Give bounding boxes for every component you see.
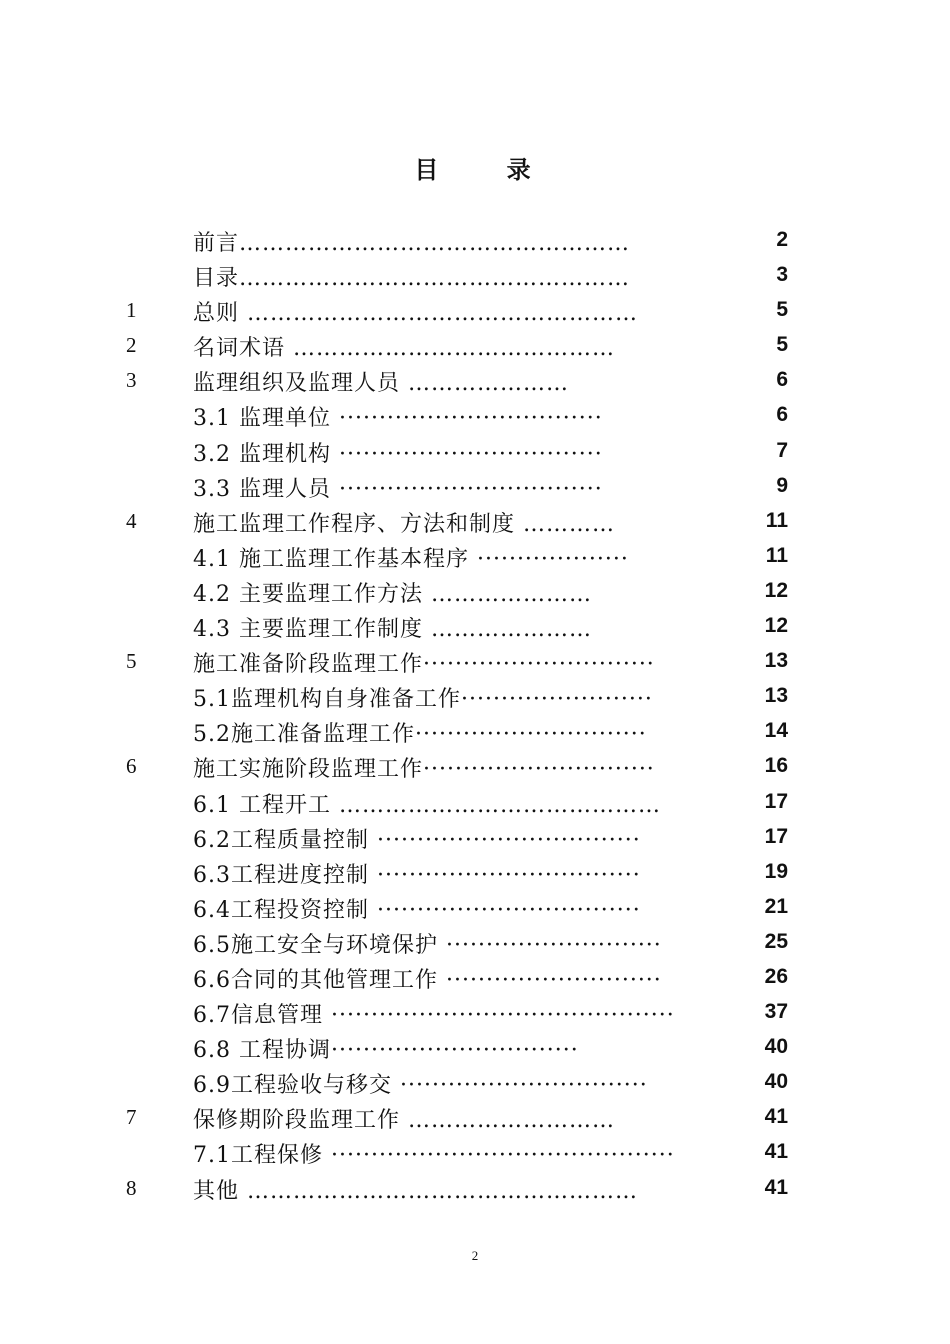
toc-entry-text: 6.5施工安全与环境保护 ··························· <box>193 932 662 958</box>
toc-entry <box>0 538 950 573</box>
toc-entry <box>0 819 950 854</box>
toc-entry-text: 名词术语 …………………………………… <box>193 336 615 362</box>
toc-entry-page: 37 <box>764 1000 788 1024</box>
toc-entry-number: 6 <box>126 754 137 779</box>
toc-entry-text: 3.3 监理人员 ································· <box>193 476 603 502</box>
toc-entry <box>0 959 950 994</box>
toc-entry-text: 6.3工程进度控制 ································· <box>193 862 641 888</box>
toc-entry-page: 3 <box>776 263 788 287</box>
toc-entry-text: 监理组织及监理人员 ………………… <box>193 371 569 397</box>
toc-entry-page: 11 <box>765 508 788 532</box>
toc-entry-page: 5 <box>776 333 788 357</box>
toc-entry-number: 8 <box>126 1175 137 1200</box>
toc-entry <box>0 257 950 292</box>
toc-entry-number: 4 <box>126 508 137 533</box>
toc-entry <box>0 748 950 783</box>
toc-entry <box>0 292 950 327</box>
toc-entry <box>0 784 950 819</box>
toc-entry-text: 4.1 施工监理工作基本程序 ··················· <box>193 546 629 572</box>
toc-entry <box>0 1064 950 1099</box>
toc-entry-page: 5 <box>776 298 788 322</box>
toc-entry-number: 5 <box>126 649 137 674</box>
toc-entry <box>0 222 950 257</box>
toc-entry-page: 6 <box>776 368 788 392</box>
toc-entry-page: 19 <box>764 859 788 883</box>
toc-entry <box>0 608 950 643</box>
toc-entry-page: 25 <box>764 929 788 953</box>
page-title: 目 录 <box>414 156 561 184</box>
toc-entry-page: 16 <box>764 754 788 778</box>
toc-entry <box>0 397 950 432</box>
table-of-contents <box>0 222 950 1205</box>
toc-entry <box>0 889 950 924</box>
toc-entry-page: 6 <box>776 403 788 427</box>
toc-entry-text: 6.9工程验收与移交 ······························· <box>193 1073 648 1099</box>
toc-entry-page: 13 <box>764 649 788 673</box>
toc-entry-page: 40 <box>764 1035 788 1059</box>
toc-entry-text: 施工实施阶段监理工作····························· <box>193 757 655 783</box>
toc-entry <box>0 1099 950 1134</box>
toc-entry-page: 7 <box>776 438 788 462</box>
toc-entry-text: 保修期阶段监理工作 ……………………… <box>193 1108 615 1134</box>
toc-entry-page: 12 <box>764 578 788 602</box>
toc-entry-page: 21 <box>764 894 788 918</box>
toc-entry-text: 3.2 监理机构 ································· <box>193 441 603 467</box>
toc-entry-number: 3 <box>126 368 137 393</box>
toc-entry-page: 41 <box>764 1140 788 1164</box>
toc-entry-text: 5.2施工准备监理工作····························· <box>193 722 647 748</box>
toc-entry-page: 40 <box>764 1070 788 1094</box>
toc-entry-page: 26 <box>764 964 788 988</box>
toc-entry-text: 总则 …………………………………………… <box>193 301 638 327</box>
toc-entry <box>0 854 950 889</box>
toc-entry-text: 目录…………………………………………… <box>193 266 631 292</box>
toc-entry-page: 13 <box>764 684 788 708</box>
toc-entry-text: 其他 …………………………………………… <box>193 1178 638 1204</box>
toc-entry <box>0 1134 950 1169</box>
toc-entry-text: 7.1工程保修 ··········································· <box>193 1143 675 1169</box>
toc-entry <box>0 433 950 468</box>
toc-entry <box>0 468 950 503</box>
toc-entry-text: 6.4工程投资控制 ································· <box>193 897 641 923</box>
toc-entry-text: 施工监理工作程序、方法和制度 ………… <box>193 511 615 537</box>
toc-entry-page: 17 <box>764 824 788 848</box>
toc-entry <box>0 1170 950 1205</box>
toc-entry-page: 2 <box>776 228 788 251</box>
toc-entry-page: 17 <box>764 789 788 813</box>
toc-entry <box>0 643 950 678</box>
toc-entry-page: 14 <box>764 719 788 743</box>
toc-entry <box>0 573 950 608</box>
toc-entry-text: 前言…………………………………………… <box>193 231 631 256</box>
toc-entry <box>0 678 950 713</box>
toc-entry-number: 7 <box>126 1105 137 1130</box>
toc-entry-text: 5.1监理机构自身准备工作························ <box>193 687 653 713</box>
toc-entry <box>0 924 950 959</box>
toc-entry <box>0 327 950 362</box>
toc-entry-text: 6.1 工程开工 …………………………………… <box>193 792 661 818</box>
toc-entry-page: 41 <box>764 1105 788 1129</box>
toc-entry-text: 施工准备阶段监理工作····························· <box>193 652 655 678</box>
toc-entry <box>0 994 950 1029</box>
toc-entry <box>0 503 950 538</box>
toc-entry-page: 11 <box>765 543 788 567</box>
toc-entry <box>0 1029 950 1064</box>
page-number: 2 <box>471 1248 479 1263</box>
toc-entry-page: 9 <box>776 473 788 497</box>
toc-entry-text: 6.6合同的其他管理工作 ··························· <box>193 967 662 993</box>
toc-entry-number: 1 <box>126 298 137 323</box>
toc-entry-text: 6.7信息管理 ··········································· <box>193 1003 675 1029</box>
toc-entry-text: 6.2工程质量控制 ································· <box>193 827 641 853</box>
toc-entry <box>0 362 950 397</box>
toc-entry-page: 12 <box>764 614 788 638</box>
toc-entry-text: 4.2 主要监理工作方法 ………………… <box>193 581 592 607</box>
toc-entry-text: 3.1 监理单位 ································· <box>193 406 603 432</box>
toc-entry <box>0 713 950 748</box>
toc-entry-number: 2 <box>126 333 137 358</box>
toc-entry-text: 6.8 工程协调······························· <box>193 1038 579 1064</box>
toc-entry-page: 41 <box>764 1175 788 1199</box>
toc-entry-text: 4.3 主要监理工作制度 ………………… <box>193 617 592 643</box>
